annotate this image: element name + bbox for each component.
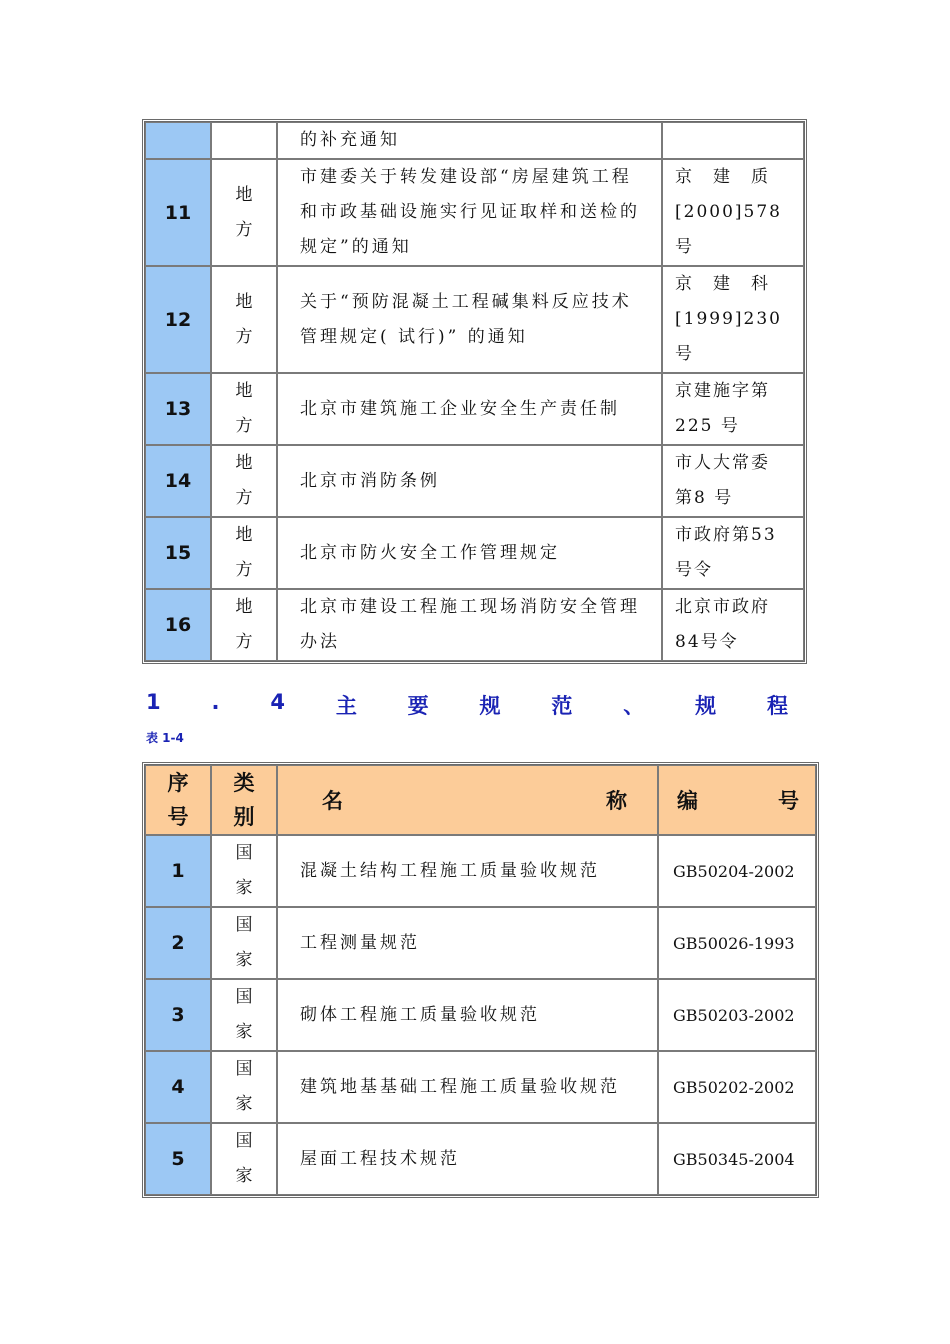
document-number-line: 京 建 科 bbox=[675, 274, 770, 294]
heading-char: 程 bbox=[766, 694, 788, 718]
row-standard-code: GB50203-2002 bbox=[658, 979, 816, 1051]
row-number bbox=[145, 122, 211, 159]
category-char: 地 bbox=[235, 381, 253, 401]
row-standard-code: GB50204-2002 bbox=[658, 835, 816, 907]
table-row bbox=[145, 373, 804, 445]
heading-char: 规 bbox=[479, 694, 501, 718]
row-number: 3 bbox=[145, 979, 211, 1051]
row-title: 建筑地基基础工程施工质量验收规范 bbox=[277, 1051, 658, 1123]
row-document-number bbox=[662, 122, 804, 159]
table-header-row bbox=[145, 765, 816, 835]
heading-char: 范 bbox=[551, 694, 573, 718]
document-number-line: [1999]230号 bbox=[675, 309, 782, 364]
row-title: 北京市防火安全工作管理规定 bbox=[277, 517, 662, 589]
row-standard-code: GB50202-2002 bbox=[658, 1051, 816, 1123]
category-char: 家 bbox=[235, 1094, 253, 1114]
category-char: 家 bbox=[235, 1022, 253, 1042]
row-document-number bbox=[662, 517, 804, 589]
document-number-line: 北京市政府 bbox=[675, 597, 770, 617]
row-title: 北京市消防条例 bbox=[277, 445, 662, 517]
header-name: 名 称 bbox=[277, 765, 658, 835]
row-title: 市建委关于转发建设部“房屋建筑工程和市政基础设施实行见证取样和送检的规定”的通知 bbox=[277, 159, 662, 266]
heading-char: 4 bbox=[270, 690, 285, 714]
document-number-line: 市政府第53 bbox=[675, 525, 777, 545]
row-title: 的补充通知 bbox=[277, 122, 662, 159]
row-category bbox=[211, 1051, 277, 1123]
row-number: 4 bbox=[145, 1051, 211, 1123]
regulations-table-continued bbox=[144, 121, 805, 662]
table-row bbox=[145, 1123, 816, 1195]
row-category bbox=[211, 907, 277, 979]
category-char: 国 bbox=[235, 987, 253, 1007]
row-number: 12 bbox=[145, 266, 211, 373]
heading-char: 1 bbox=[146, 690, 161, 714]
row-title: 北京市建设工程施工现场消防安全管理办法 bbox=[277, 589, 662, 661]
category-char: 地 bbox=[235, 525, 253, 545]
row-title: 混凝土结构工程施工质量验收规范 bbox=[277, 835, 658, 907]
row-number: 11 bbox=[145, 159, 211, 266]
row-document-number bbox=[662, 373, 804, 445]
row-number: 2 bbox=[145, 907, 211, 979]
category-char: 国 bbox=[235, 915, 253, 935]
row-category bbox=[211, 445, 277, 517]
category-char: 方 bbox=[235, 416, 253, 436]
category-char: 家 bbox=[235, 1166, 253, 1186]
standards-table bbox=[144, 764, 817, 1196]
category-char: 地 bbox=[235, 453, 253, 473]
row-document-number bbox=[662, 589, 804, 661]
document-number-line: 第8 号 bbox=[675, 488, 734, 508]
category-char: 方 bbox=[235, 488, 253, 508]
row-category bbox=[211, 159, 277, 266]
heading-char: 、 bbox=[623, 694, 645, 718]
table-row bbox=[145, 1051, 816, 1123]
row-category bbox=[211, 1123, 277, 1195]
row-category bbox=[211, 589, 277, 661]
document-number-line: 京 建 质 bbox=[675, 167, 770, 187]
category-char: 地 bbox=[235, 291, 253, 312]
header-category: 类 别 bbox=[211, 765, 277, 835]
row-number: 16 bbox=[145, 589, 211, 661]
row-category bbox=[211, 517, 277, 589]
document-number-line: 市人大常委 bbox=[675, 453, 770, 473]
row-category bbox=[211, 266, 277, 373]
row-number: 14 bbox=[145, 445, 211, 517]
header-code: 编 号 bbox=[658, 765, 816, 835]
heading-char: 要 bbox=[407, 694, 429, 718]
row-standard-code: GB50345-2004 bbox=[658, 1123, 816, 1195]
document-number-line: 84号令 bbox=[675, 632, 739, 652]
heading-char: 规 bbox=[695, 694, 717, 718]
table-row bbox=[145, 835, 816, 907]
category-char: 国 bbox=[235, 843, 253, 863]
document-number-line: 号令 bbox=[675, 560, 713, 580]
row-title: 关于“预防混凝土工程碱集料反应技术管理规定( 试行)” 的通知 bbox=[277, 266, 662, 373]
row-number: 13 bbox=[145, 373, 211, 445]
category-char: 方 bbox=[235, 326, 253, 347]
category-char: 家 bbox=[235, 950, 253, 970]
table-row bbox=[145, 266, 804, 373]
row-title: 屋面工程技术规范 bbox=[277, 1123, 658, 1195]
row-document-number bbox=[662, 159, 804, 266]
table-row bbox=[145, 517, 804, 589]
table-row bbox=[145, 589, 804, 661]
header-num: 序 号 bbox=[145, 765, 211, 835]
document-number-line: 京建施字第 bbox=[675, 381, 770, 401]
row-number: 5 bbox=[145, 1123, 211, 1195]
document-number-line: 225 号 bbox=[675, 416, 740, 436]
table-row bbox=[145, 907, 816, 979]
row-title: 砌体工程施工质量验收规范 bbox=[277, 979, 658, 1051]
heading-char: . bbox=[211, 690, 220, 714]
category-char: 地 bbox=[235, 597, 253, 617]
table-row bbox=[145, 979, 816, 1051]
category-char: 地 bbox=[235, 184, 253, 205]
row-number: 1 bbox=[145, 835, 211, 907]
category-char: 方 bbox=[235, 632, 253, 652]
table-row bbox=[145, 159, 804, 266]
document-number-line: [2000]578号 bbox=[675, 202, 782, 257]
row-title: 工程测量规范 bbox=[277, 907, 658, 979]
row-category bbox=[211, 979, 277, 1051]
category-char: 国 bbox=[235, 1059, 253, 1079]
category-char: 国 bbox=[235, 1131, 253, 1151]
row-category bbox=[211, 373, 277, 445]
row-number: 15 bbox=[145, 517, 211, 589]
category-char: 方 bbox=[235, 560, 253, 580]
section-heading bbox=[146, 690, 788, 720]
category-char: 方 bbox=[235, 219, 253, 240]
row-document-number bbox=[662, 266, 804, 373]
row-standard-code: GB50026-1993 bbox=[658, 907, 816, 979]
category-char: 家 bbox=[235, 878, 253, 898]
table-row bbox=[145, 445, 804, 517]
row-document-number bbox=[662, 445, 804, 517]
table-caption: 表 1-4 bbox=[146, 731, 184, 745]
row-title: 北京市建筑施工企业安全生产责任制 bbox=[277, 373, 662, 445]
heading-char: 主 bbox=[335, 694, 357, 718]
row-category bbox=[211, 835, 277, 907]
table-row bbox=[145, 122, 804, 159]
row-category bbox=[211, 122, 277, 159]
